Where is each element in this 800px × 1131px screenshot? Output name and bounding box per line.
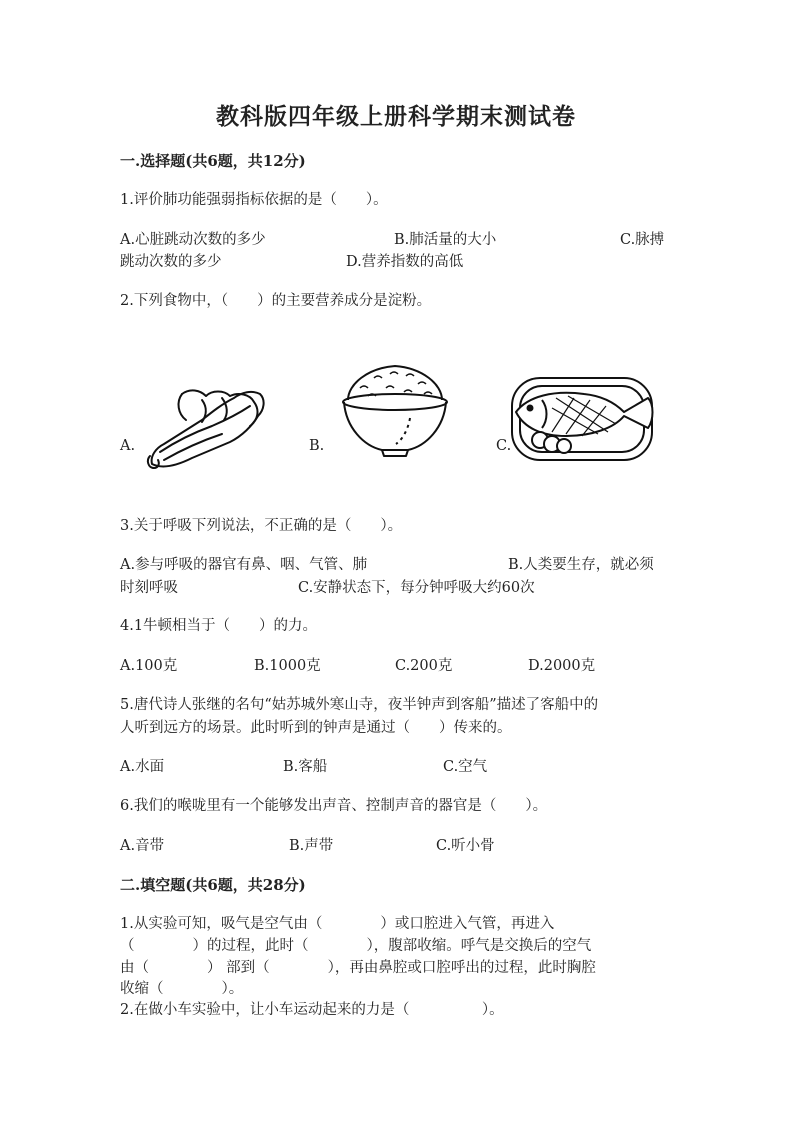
rice-bowl-icon bbox=[340, 358, 450, 458]
question-3-option-b-cont: 时刻呼吸 bbox=[120, 580, 178, 596]
fill-question-2-line-1: 2.在做小车实验中，让小车运动起来的力是（ ）。 bbox=[120, 1002, 504, 1018]
question-4-option-a: A.100克 bbox=[120, 658, 178, 674]
question-2-option-c-label: C. bbox=[496, 438, 512, 454]
question-2-stem: 2.下列食物中，（ ）的主要营养成分是淀粉。 bbox=[120, 293, 432, 309]
question-4-option-c: C.200克 bbox=[395, 658, 453, 674]
question-3-option-a: A.参与呼吸的器官有鼻、咽、气管、肺 bbox=[120, 557, 368, 573]
question-6-option-c: C.听小骨 bbox=[436, 838, 495, 854]
question-6-option-b: B.声带 bbox=[289, 838, 334, 854]
question-5-option-c: C.空气 bbox=[443, 759, 488, 775]
page-title: 教科版四年级上册科学期末测试卷 bbox=[216, 103, 576, 130]
section-heading-choice: 一.选择题(共6题，共12分) bbox=[120, 152, 306, 170]
question-4-stem: 4.1牛顿相当于（ ）的力。 bbox=[120, 618, 318, 634]
question-1-option-b: B.肺活量的大小 bbox=[394, 232, 497, 248]
fill-question-1-line-4: 收缩（ ）。 bbox=[120, 981, 244, 997]
question-1-option-a: A.心脏跳动次数的多少 bbox=[120, 232, 266, 248]
question-1-stem: 1.评价肺功能强弱指标依据的是（ ）。 bbox=[120, 192, 388, 208]
question-5-stem-cont: 人听到远方的场景。此时听到的钟声是通过（ ）传来的。 bbox=[120, 720, 512, 736]
question-3-stem: 3.关于呼吸下列说法，不正确的是（ ）。 bbox=[120, 518, 403, 534]
question-6-stem: 6.我们的喉咙里有一个能够发出声音、控制声音的器官是（ ）。 bbox=[120, 798, 548, 814]
fill-question-1-line-3: 由（ ） 部到（ ），再由鼻腔或口腔呼出的过程，此时胸腔 bbox=[120, 960, 596, 976]
question-1-option-d: D.营养指数的高低 bbox=[346, 254, 464, 270]
question-3-option-b: B.人类要生存，就必须 bbox=[508, 557, 654, 573]
question-1-option-c: C.脉搏 bbox=[620, 232, 665, 248]
question-4-option-b: B.1000克 bbox=[254, 658, 321, 674]
fill-question-1-line-1: 1.从实验可知，吸气是空气由（ ）或口腔进入气管，再进入 bbox=[120, 916, 555, 932]
question-1-option-c-cont: 跳动次数的多少 bbox=[120, 254, 222, 270]
question-5-stem: 5.唐代诗人张继的名句“姑苏城外寒山寺，夜半钟声到客船”描述了客船中的 bbox=[120, 697, 599, 713]
question-6-option-a: A.音带 bbox=[120, 838, 165, 854]
fill-question-1-line-2: （ ）的过程，此时（ ），腹部收缩。呼气是交换后的空气 bbox=[120, 938, 592, 954]
cabbage-icon bbox=[142, 386, 272, 471]
question-2-option-b-label: B. bbox=[309, 438, 325, 454]
question-3-option-c: C.安静状态下，每分钟呼吸大约60次 bbox=[298, 580, 535, 596]
question-4-option-d: D.2000克 bbox=[528, 658, 596, 674]
fish-plate-icon bbox=[508, 374, 660, 464]
question-2-option-a-label: A. bbox=[120, 438, 136, 454]
question-5-option-a: A.水面 bbox=[120, 759, 165, 775]
section-heading-fill-blank: 二.填空题(共6题，共28分) bbox=[120, 876, 306, 894]
question-5-option-b: B.客船 bbox=[283, 759, 328, 775]
